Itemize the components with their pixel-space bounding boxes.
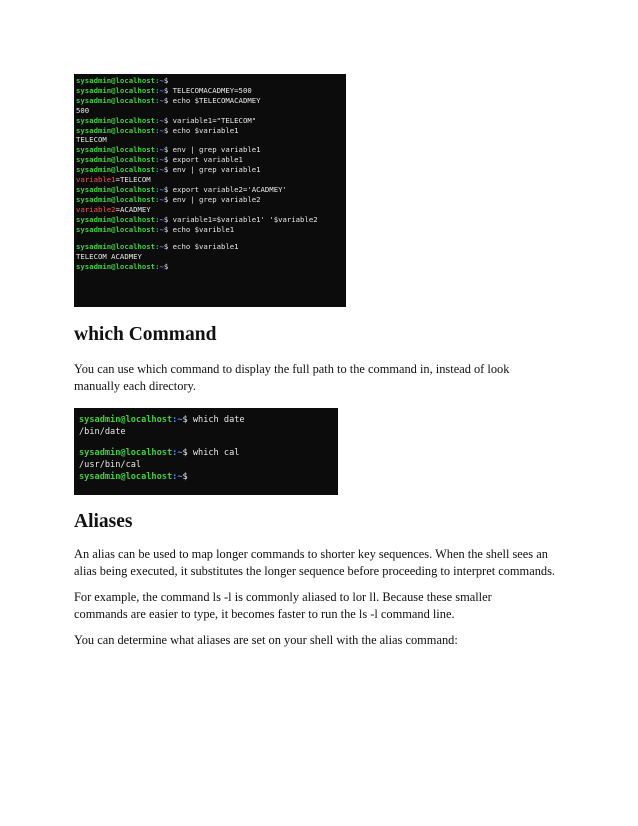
prompt-path: :~ [155,165,164,175]
terminal-line [76,76,346,86]
terminal-line [76,116,346,126]
terminal-line [76,175,346,185]
prompt-path: :~ [155,155,164,165]
command-text: $ which date [182,415,245,425]
prompt-user: sysadmin@localhost [79,447,173,458]
prompt-user: sysadmin@localhost [76,125,156,135]
prompt-user: sysadmin@localhost [76,115,156,125]
terminal-line [79,426,338,438]
terminal-line [76,185,346,195]
output-text: TELECOM ACADMEY [76,251,142,261]
terminal-line [76,215,346,225]
command-text: $ which cal [182,447,240,458]
prompt-user: sysadmin@localhost [76,85,156,95]
aliases-paragraph-3: You can determine what aliases are set on your shell with the alias command: [74,633,458,647]
prompt-path: :~ [155,95,164,105]
prompt-path: :~ [155,241,164,251]
output-text: 500 [76,105,90,115]
prompt-user: sysadmin@localhost [76,241,156,251]
prompt-user: sysadmin@localhost [79,471,173,482]
prompt-path: :~ [172,415,183,425]
output-text: =ACADMEY [115,204,151,214]
prompt-user: sysadmin@localhost [76,165,156,175]
command-text: $ [163,76,169,85]
terminal-line [76,242,346,252]
prompt-path: :~ [155,214,164,224]
command-text: $ export variable1 [163,155,243,165]
terminal-line [76,205,346,215]
prompt-user: sysadmin@localhost [76,224,156,234]
command-text: $ echo $variable1 [163,241,239,251]
which-command-heading: which Command [74,324,217,345]
terminal-line [76,235,346,242]
prompt-path: :~ [155,224,164,234]
terminal-line [79,471,338,483]
command-text: $ [163,261,169,271]
prompt-user: sysadmin@localhost [76,95,156,105]
command-text: $ echo $varible1 [163,224,235,234]
terminal-screenshot-env-variables [74,74,346,307]
command-text: $ echo $TELECOMACADMEY [163,95,261,105]
prompt-user: sysadmin@localhost [76,261,156,271]
prompt-path: :~ [155,145,164,155]
terminal-line [76,262,346,272]
prompt-path: :~ [155,115,164,125]
prompt-path: :~ [155,194,164,204]
output-text: TELECOM [76,135,107,145]
command-text: $ variable1=$variable1' '$variable2 [163,214,318,224]
terminal-line [76,96,346,106]
terminal-line [76,126,346,136]
prompt-path: :~ [155,85,164,95]
terminal-line [76,135,346,145]
terminal-line [76,195,346,205]
terminal-line [76,106,346,116]
terminal-line [76,145,346,155]
terminal-line [76,155,346,165]
prompt-user: sysadmin@localhost [76,214,156,224]
terminal-line [76,86,346,96]
prompt-path: :~ [155,184,164,194]
command-text: $ [182,471,188,482]
highlighted-match: variable1 [76,175,116,185]
command-text: $ echo $variable1 [163,125,239,135]
output-text: =TELECOM [115,175,151,185]
highlighted-match: variable2 [76,204,116,214]
prompt-path: :~ [172,447,183,458]
terminal-line [79,447,338,459]
command-text: $ TELECOMACADMEY=500 [163,85,252,95]
terminal-screenshot-which [74,408,338,495]
terminal-line [79,459,338,471]
terminal-line [76,165,346,175]
terminal-line [79,414,338,426]
output-text: /bin/date [79,427,126,437]
prompt-path: :~ [155,261,164,271]
command-text: $ variable1="TELECOM" [163,115,257,125]
prompt-user: sysadmin@localhost [76,155,156,165]
command-text: $ env | grep variable1 [163,165,261,175]
command-text: $ export variable2='ACADMEY' [163,184,287,194]
prompt-user: sysadmin@localhost [76,194,156,204]
prompt-user: sysadmin@localhost [76,76,156,85]
aliases-heading: Aliases [74,511,133,532]
prompt-path: :~ [155,76,164,85]
prompt-user: sysadmin@localhost [76,145,156,155]
command-text: $ env | grep variable1 [163,145,261,155]
prompt-path: :~ [155,125,164,135]
terminal-line [76,225,346,235]
prompt-path: :~ [172,471,183,482]
terminal-line [79,438,338,447]
output-text: /usr/bin/cal [79,459,142,470]
terminal-line [76,252,346,262]
which-command-description: You can use which command to display the full path to the command in, instead of look manually each directory. [74,362,510,393]
aliases-paragraph-1: An alias can be used to map longer commands to shorter key sequences. When the shell sees an alias being executed, it substitutes the longer sequence before proceeding to interpret commands. [74,547,556,578]
prompt-user: sysadmin@localhost [79,415,173,425]
prompt-user: sysadmin@localhost [76,184,156,194]
aliases-paragraph-2: For example, the command ls -l is commonly aliased to lor ll. Because these smaller commands are easier to type, it becomes faster to run the ls -l command line. [74,590,492,621]
command-text: $ env | grep variable2 [163,194,261,204]
